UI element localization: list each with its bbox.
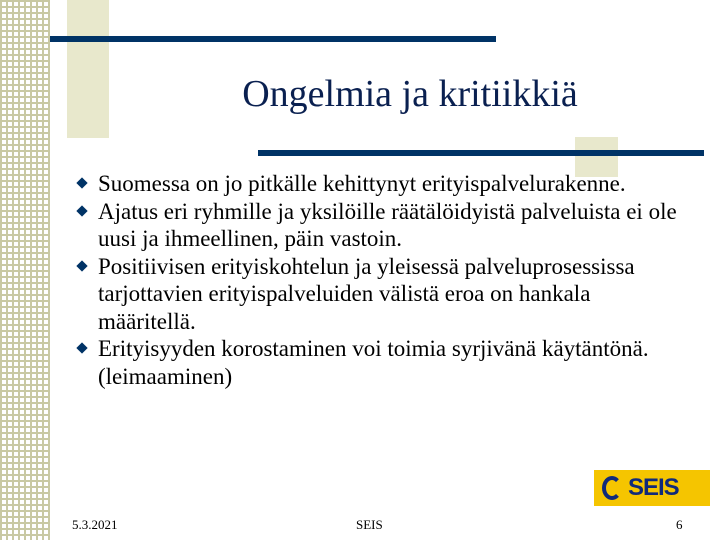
decorative-rule-mid: [258, 150, 704, 156]
bullet-text: Erityisyyden korostaminen voi toimia syrjivänä käytäntönä. (leimaaminen): [98, 336, 649, 389]
footer-date: 5.3.2021: [72, 517, 118, 532]
decorative-grid-strip: [0, 0, 50, 540]
decorative-rule-top: [50, 36, 496, 42]
slide-title: Ongelmia ja kritiikkiä: [242, 73, 578, 115]
bullet-text: Positiivisen erityiskohtelun ja yleisessä palveluprosessissa tarjottavien erityispalveluiden välistä eroa on hankala määritellä.: [98, 253, 635, 334]
bullet-text: Suomessa on jo pitkälle kehittynyt erityispalvelurakenne.: [98, 171, 626, 196]
footer-page-number: 6: [676, 517, 683, 532]
diamond-bullet-icon: [76, 342, 87, 353]
seis-logo-icon: [602, 476, 622, 500]
diamond-bullet-icon: [76, 260, 87, 271]
bullet-item: [78, 253, 678, 336]
seis-logo: [594, 470, 710, 506]
footer-center-text: SEIS: [356, 517, 383, 532]
decorative-beige-block-top: [67, 0, 109, 138]
bullet-list: [78, 170, 678, 390]
bullet-item: [78, 198, 678, 253]
bullet-text: Ajatus eri ryhmille ja yksilöille räätälöidyistä palveluista ei ole uusi ja ihmeellinen, päin vastoin.: [98, 198, 677, 251]
bullet-item: [78, 335, 678, 390]
bullet-item: [78, 170, 678, 198]
diamond-bullet-icon: [76, 177, 87, 188]
diamond-bullet-icon: [76, 205, 87, 216]
logo-text: SEIS: [628, 474, 679, 501]
